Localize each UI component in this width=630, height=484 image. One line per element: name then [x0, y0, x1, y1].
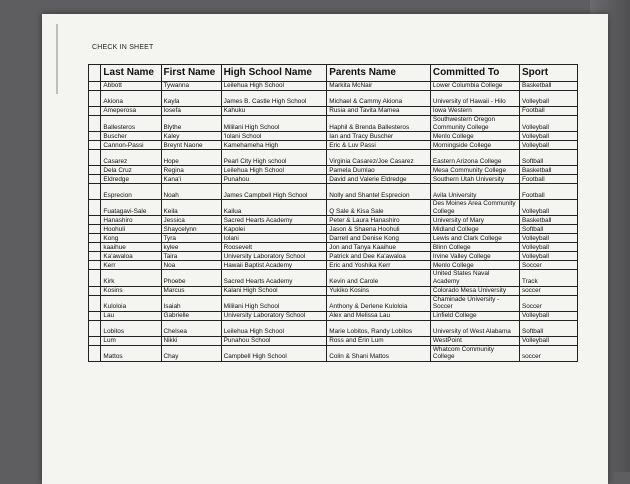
- cell-committed-to: Linfield College: [430, 311, 519, 320]
- row-marker-cell: [89, 286, 101, 295]
- cell-parents: Eric and Yoshika Kerr: [327, 261, 431, 270]
- table-row: [89, 141, 578, 150]
- row-marker-cell: [89, 82, 101, 91]
- row-marker-cell: [89, 225, 101, 234]
- cell-parents: David and Valerie Eldredge: [327, 175, 431, 184]
- cell-committed-to: University of West Alabama: [430, 320, 519, 336]
- cell-first-name: Tyra: [161, 234, 221, 243]
- cell-parents: Jon and Tanya Kaaihue: [327, 243, 431, 252]
- cell-high-school: Mililani High School: [221, 116, 327, 132]
- header-last-name: Last Name: [101, 65, 161, 82]
- cell-last-name: Ameperosa: [101, 107, 161, 116]
- cell-committed-to: Lewis and Clark College: [430, 234, 519, 243]
- cell-last-name: Buscher: [101, 132, 161, 141]
- table-row: [89, 286, 578, 295]
- cell-parents: Anthony & Derlene Kuloloia: [327, 295, 431, 311]
- cell-parents: Virginia Casarez/Joe Casarez: [327, 150, 431, 166]
- cell-first-name: Gabrielle: [161, 311, 221, 320]
- row-marker-cell: [89, 261, 101, 270]
- table-row: [89, 225, 578, 234]
- cell-high-school: Kahuku: [221, 107, 327, 116]
- cell-parents: Yukiko Kosins: [327, 286, 431, 295]
- table-row: [89, 116, 578, 132]
- cell-last-name: Kuloloia: [101, 295, 161, 311]
- row-marker-cell: [89, 141, 101, 150]
- cell-high-school: Kapolei: [221, 225, 327, 234]
- cell-first-name: Tywanna: [161, 82, 221, 91]
- table-row: [89, 91, 578, 107]
- cell-committed-to: Lower Columbia College: [430, 82, 519, 91]
- cell-parents: Kevin and Carole: [327, 270, 431, 286]
- cell-last-name: Mattos: [101, 345, 161, 361]
- cell-high-school: Pearl City High school: [221, 150, 327, 166]
- row-marker-cell: [89, 295, 101, 311]
- header-first-name: First Name: [161, 65, 221, 82]
- table-row: [89, 336, 578, 345]
- cell-last-name: Ka'awaloa: [101, 252, 161, 261]
- cell-first-name: Jessica: [161, 216, 221, 225]
- row-marker-cell: [89, 184, 101, 200]
- cell-first-name: Taira: [161, 252, 221, 261]
- cell-high-school: Sacred Hearts Academy: [221, 270, 327, 286]
- cell-parents: Peter & Laura Hanashiro: [327, 216, 431, 225]
- cell-first-name: Phoebe: [161, 270, 221, 286]
- cell-first-name: Hope: [161, 150, 221, 166]
- cell-last-name: Ballesteros: [101, 116, 161, 132]
- cell-last-name: Lobitos: [101, 320, 161, 336]
- cell-high-school: Punahou School: [221, 336, 327, 345]
- cell-high-school: James Campbell High School: [221, 184, 327, 200]
- cell-first-name: Kaley: [161, 132, 221, 141]
- table-row: [89, 320, 578, 336]
- cell-sport: Volleyball: [519, 200, 577, 216]
- cell-last-name: Kirk: [101, 270, 161, 286]
- cell-sport: Softball: [519, 225, 577, 234]
- row-marker-cell: [89, 166, 101, 175]
- cell-first-name: Breynt Naone: [161, 141, 221, 150]
- cell-first-name: Isaiah: [161, 295, 221, 311]
- cell-first-name: Keila: [161, 200, 221, 216]
- row-marker-cell: [89, 336, 101, 345]
- row-marker-cell: [89, 116, 101, 132]
- cell-sport: Softball: [519, 320, 577, 336]
- table-row: [89, 184, 578, 200]
- table-row: [89, 200, 578, 216]
- cell-committed-to: University of Hawaii - Hilo: [430, 91, 519, 107]
- check-in-table: [88, 64, 578, 362]
- cell-first-name: Shaycelynn: [161, 225, 221, 234]
- cell-parents: Rusia and Tavita Mamea: [327, 107, 431, 116]
- cell-sport: Basketball: [519, 216, 577, 225]
- cell-parents: Eric & Luv Passi: [327, 141, 431, 150]
- cell-last-name: Kong: [101, 234, 161, 243]
- table-row: [89, 345, 578, 361]
- cell-parents: Colin & Shani Mattos: [327, 345, 431, 361]
- cell-high-school: 'Iolani School: [221, 132, 327, 141]
- cell-high-school: Campbell High School: [221, 345, 327, 361]
- row-marker-cell: [89, 132, 101, 141]
- cell-last-name: Akiona: [101, 91, 161, 107]
- cell-committed-to: Midland College: [430, 225, 519, 234]
- cell-parents: Haphil & Brenda Ballesteros: [327, 116, 431, 132]
- cell-high-school: Kalani High School: [221, 286, 327, 295]
- cell-committed-to: United States Naval Academy: [430, 270, 519, 286]
- cell-high-school: Leilehua High School: [221, 166, 327, 175]
- cell-first-name: Noah: [161, 184, 221, 200]
- cell-sport: Volleyball: [519, 252, 577, 261]
- table-row: [89, 295, 578, 311]
- cell-high-school: Mililani High School: [221, 295, 327, 311]
- cell-sport: Basketball: [519, 166, 577, 175]
- table-row: [89, 82, 578, 91]
- row-marker-cell: [89, 175, 101, 184]
- cell-sport: Volleyball: [519, 141, 577, 150]
- cell-first-name: Iosefa: [161, 107, 221, 116]
- cell-last-name: Lau: [101, 311, 161, 320]
- cell-last-name: Dela Cruz: [101, 166, 161, 175]
- cell-sport: Volleyball: [519, 336, 577, 345]
- header-blank: [89, 65, 101, 82]
- cell-committed-to: Colorado Mesa University: [430, 286, 519, 295]
- cell-first-name: Blythe: [161, 116, 221, 132]
- cell-first-name: kylee: [161, 243, 221, 252]
- cell-last-name: Casarez: [101, 150, 161, 166]
- cell-first-name: Marcus: [161, 286, 221, 295]
- row-marker-cell: [89, 345, 101, 361]
- header-sport: Sport: [519, 65, 577, 82]
- cell-sport: Soccer: [519, 261, 577, 270]
- cell-committed-to: Whatcom Community College: [430, 345, 519, 361]
- cell-sport: Softball: [519, 150, 577, 166]
- cell-high-school: James B. Castle High School: [221, 91, 327, 107]
- row-marker-cell: [89, 150, 101, 166]
- cell-sport: Football: [519, 175, 577, 184]
- table-row: [89, 252, 578, 261]
- cell-committed-to: Menlo College: [430, 261, 519, 270]
- cell-last-name: Kosins: [101, 286, 161, 295]
- cell-high-school: Kailua: [221, 200, 327, 216]
- cell-first-name: Kana'i: [161, 175, 221, 184]
- cell-high-school: Punahou: [221, 175, 327, 184]
- paper-edge-mark: [56, 24, 78, 94]
- table-row: [89, 243, 578, 252]
- cell-high-school: Iolani: [221, 234, 327, 243]
- cell-committed-to: University of Mary: [430, 216, 519, 225]
- cell-high-school: University Laboratory School: [221, 252, 327, 261]
- sheet-title: CHECK IN SHEET: [92, 44, 154, 51]
- cell-last-name: Cannon-Passi: [101, 141, 161, 150]
- cell-committed-to: Eastern Arizona College: [430, 150, 519, 166]
- cell-high-school: Leilehua High School: [221, 320, 327, 336]
- cell-committed-to: Southern Utah University: [430, 175, 519, 184]
- cell-high-school: University Laboratory School: [221, 311, 327, 320]
- cell-parents: Ross and Erin Lum: [327, 336, 431, 345]
- cell-committed-to: Mesa Community College: [430, 166, 519, 175]
- cell-first-name: Regina: [161, 166, 221, 175]
- cell-committed-to: Des Moines Area Community College: [430, 200, 519, 216]
- cell-committed-to: Blinn College: [430, 243, 519, 252]
- table-row: [89, 216, 578, 225]
- row-marker-cell: [89, 252, 101, 261]
- table-row: [89, 261, 578, 270]
- cell-parents: Alex and Melissa Lau: [327, 311, 431, 320]
- cell-last-name: Lum: [101, 336, 161, 345]
- row-marker-cell: [89, 216, 101, 225]
- cell-parents: Michael & Cammy Akiona: [327, 91, 431, 107]
- cell-last-name: Hoohuli: [101, 225, 161, 234]
- cell-committed-to: Chaminade University - Soccer: [430, 295, 519, 311]
- cell-last-name: Abbott: [101, 82, 161, 91]
- cell-parents: Jason & Shaena Hoohuli: [327, 225, 431, 234]
- cell-parents: Patrick and Dee Ka'awaloa: [327, 252, 431, 261]
- row-marker-cell: [89, 234, 101, 243]
- cell-first-name: Kayla: [161, 91, 221, 107]
- cell-committed-to: Irvine Valley College: [430, 252, 519, 261]
- cell-sport: Football: [519, 107, 577, 116]
- cell-high-school: Hawaii Baptist Academy: [221, 261, 327, 270]
- cell-committed-to: Southwestern Oregon Community College: [430, 116, 519, 132]
- cell-sport: Basketball: [519, 82, 577, 91]
- row-marker-cell: [89, 243, 101, 252]
- cell-parents: Ian and Tracy Buscher: [327, 132, 431, 141]
- cell-last-name: kaaihue: [101, 243, 161, 252]
- header-parents: Parents Name: [327, 65, 431, 82]
- cell-parents: Q Sale & Kisa Sale: [327, 200, 431, 216]
- table-row: [89, 311, 578, 320]
- cell-first-name: Chelsea: [161, 320, 221, 336]
- cell-last-name: Kerr: [101, 261, 161, 270]
- header-row: [89, 65, 578, 82]
- row-marker-cell: [89, 270, 101, 286]
- table-row: [89, 150, 578, 166]
- cell-sport: Soccer: [519, 295, 577, 311]
- cell-first-name: Noa: [161, 261, 221, 270]
- cell-committed-to: Morningside College: [430, 141, 519, 150]
- table-row: [89, 107, 578, 116]
- cell-sport: Volleyball: [519, 91, 577, 107]
- table-row: [89, 175, 578, 184]
- cell-parents: Darrell and Denise Kong: [327, 234, 431, 243]
- table-row: [89, 166, 578, 175]
- cell-sport: Football: [519, 184, 577, 200]
- row-marker-cell: [89, 91, 101, 107]
- cell-high-school: Roosevelt: [221, 243, 327, 252]
- cell-committed-to: Avila University: [430, 184, 519, 200]
- row-marker-cell: [89, 107, 101, 116]
- table-row: [89, 234, 578, 243]
- cell-high-school: Kamehameha High: [221, 141, 327, 150]
- cell-last-name: Esprecion: [101, 184, 161, 200]
- cell-sport: soccer: [519, 345, 577, 361]
- cell-committed-to: Menlo College: [430, 132, 519, 141]
- cell-last-name: Eldredge: [101, 175, 161, 184]
- row-marker-cell: [89, 200, 101, 216]
- table-row: [89, 270, 578, 286]
- cell-committed-to: Iowa Western: [430, 107, 519, 116]
- header-high-school: High School Name: [221, 65, 327, 82]
- cell-sport: Track: [519, 270, 577, 286]
- row-marker-cell: [89, 311, 101, 320]
- cell-first-name: Chay: [161, 345, 221, 361]
- cell-parents: Nolly and Shantel Esprecion: [327, 184, 431, 200]
- cell-parents: Markita McNair: [327, 82, 431, 91]
- cell-sport: Volleyball: [519, 243, 577, 252]
- row-marker-cell: [89, 320, 101, 336]
- table-row: [89, 132, 578, 141]
- cell-sport: Volleyball: [519, 116, 577, 132]
- cell-last-name: Fuatagavi-Sale: [101, 200, 161, 216]
- cell-high-school: Sacred Hearts Academy: [221, 216, 327, 225]
- cell-high-school: Leilehua High School: [221, 82, 327, 91]
- cell-sport: Volleyball: [519, 311, 577, 320]
- cell-last-name: Hanashiro: [101, 216, 161, 225]
- cell-sport: Volleyball: [519, 132, 577, 141]
- cell-committed-to: WestPoint: [430, 336, 519, 345]
- cell-parents: Marie Lobitos, Randy Lobitos: [327, 320, 431, 336]
- cell-sport: Volleyball: [519, 234, 577, 243]
- cell-first-name: Nikki: [161, 336, 221, 345]
- cell-parents: Pamela Dumlao: [327, 166, 431, 175]
- cell-sport: soccer: [519, 286, 577, 295]
- header-committed-to: Committed To: [430, 65, 519, 82]
